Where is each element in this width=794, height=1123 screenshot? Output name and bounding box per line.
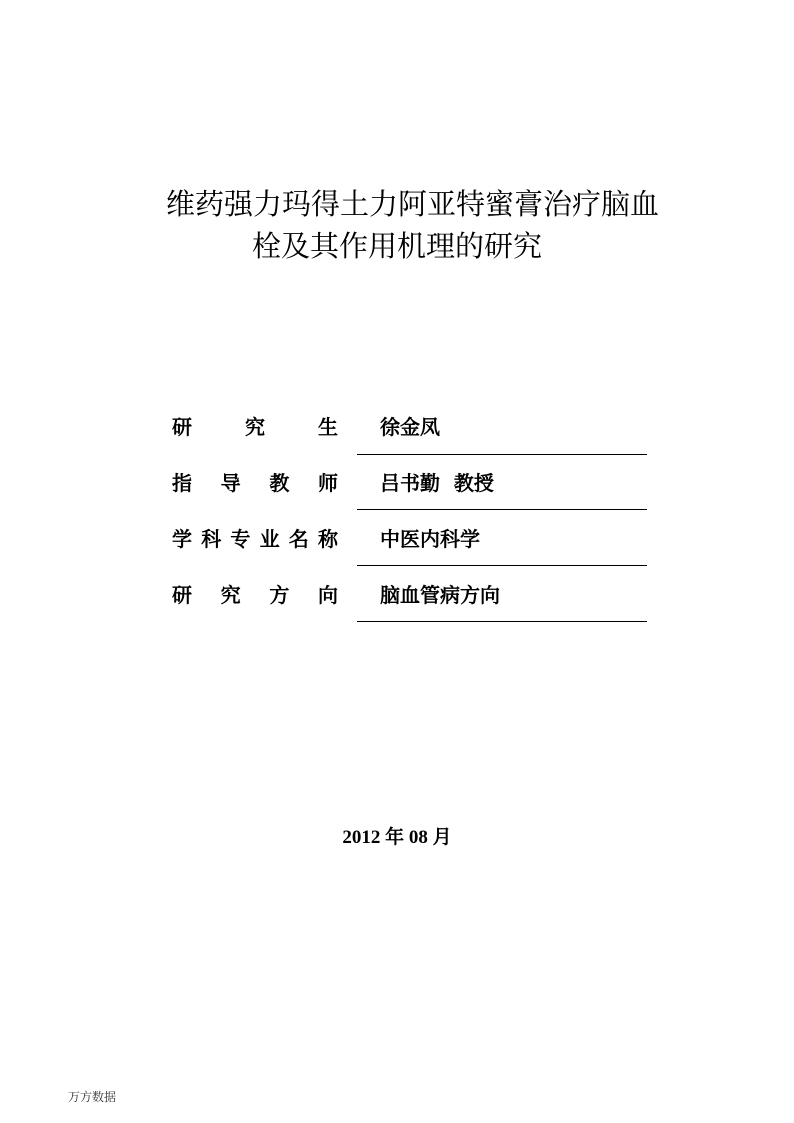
watermark: 万方数据 [68,1090,117,1104]
info-row-major [0,524,794,554]
label-char: 称 [317,527,338,551]
info-row-research-direction [0,580,794,610]
label-char: 究 [220,583,241,607]
info-label-research-direction [172,580,338,610]
info-value-supervisor: 吕书勤 教授 [380,471,494,495]
label-char: 师 [317,471,338,495]
info-value-researcher: 徐金凤 [380,415,440,439]
field-underline [357,454,647,455]
field-underline [357,621,647,622]
label-char: 业 [259,527,280,551]
label-char: 生 [318,415,338,439]
info-value-major: 中医内科学 [380,527,480,551]
label-char: 指 [172,471,192,495]
info-label-supervisor [172,468,338,498]
label-char: 名 [288,527,309,551]
label-char: 教 [269,471,290,495]
label-char: 究 [245,415,265,439]
info-label-major [172,524,338,554]
label-char: 学 [172,527,192,551]
thesis-title-line-1: 维药强力玛得土力阿亚特蜜膏治疗脑血 [166,187,660,221]
thesis-title-line-2: 栓及其作用机理的研究 [252,229,543,263]
field-underline [357,565,647,566]
label-char: 导 [220,471,241,495]
label-char: 专 [230,527,251,551]
info-row-supervisor [0,468,794,498]
info-row-researcher [0,412,794,442]
submission-date: 2012 年 08 月 [342,827,452,848]
label-char: 方 [269,583,290,607]
info-value-research-direction: 脑血管病方向 [380,583,500,607]
field-underline [357,509,647,510]
label-char: 研 [172,415,192,439]
label-char: 科 [201,527,222,551]
label-char: 向 [317,583,338,607]
info-label-researcher [172,412,338,442]
label-char: 研 [172,583,192,607]
